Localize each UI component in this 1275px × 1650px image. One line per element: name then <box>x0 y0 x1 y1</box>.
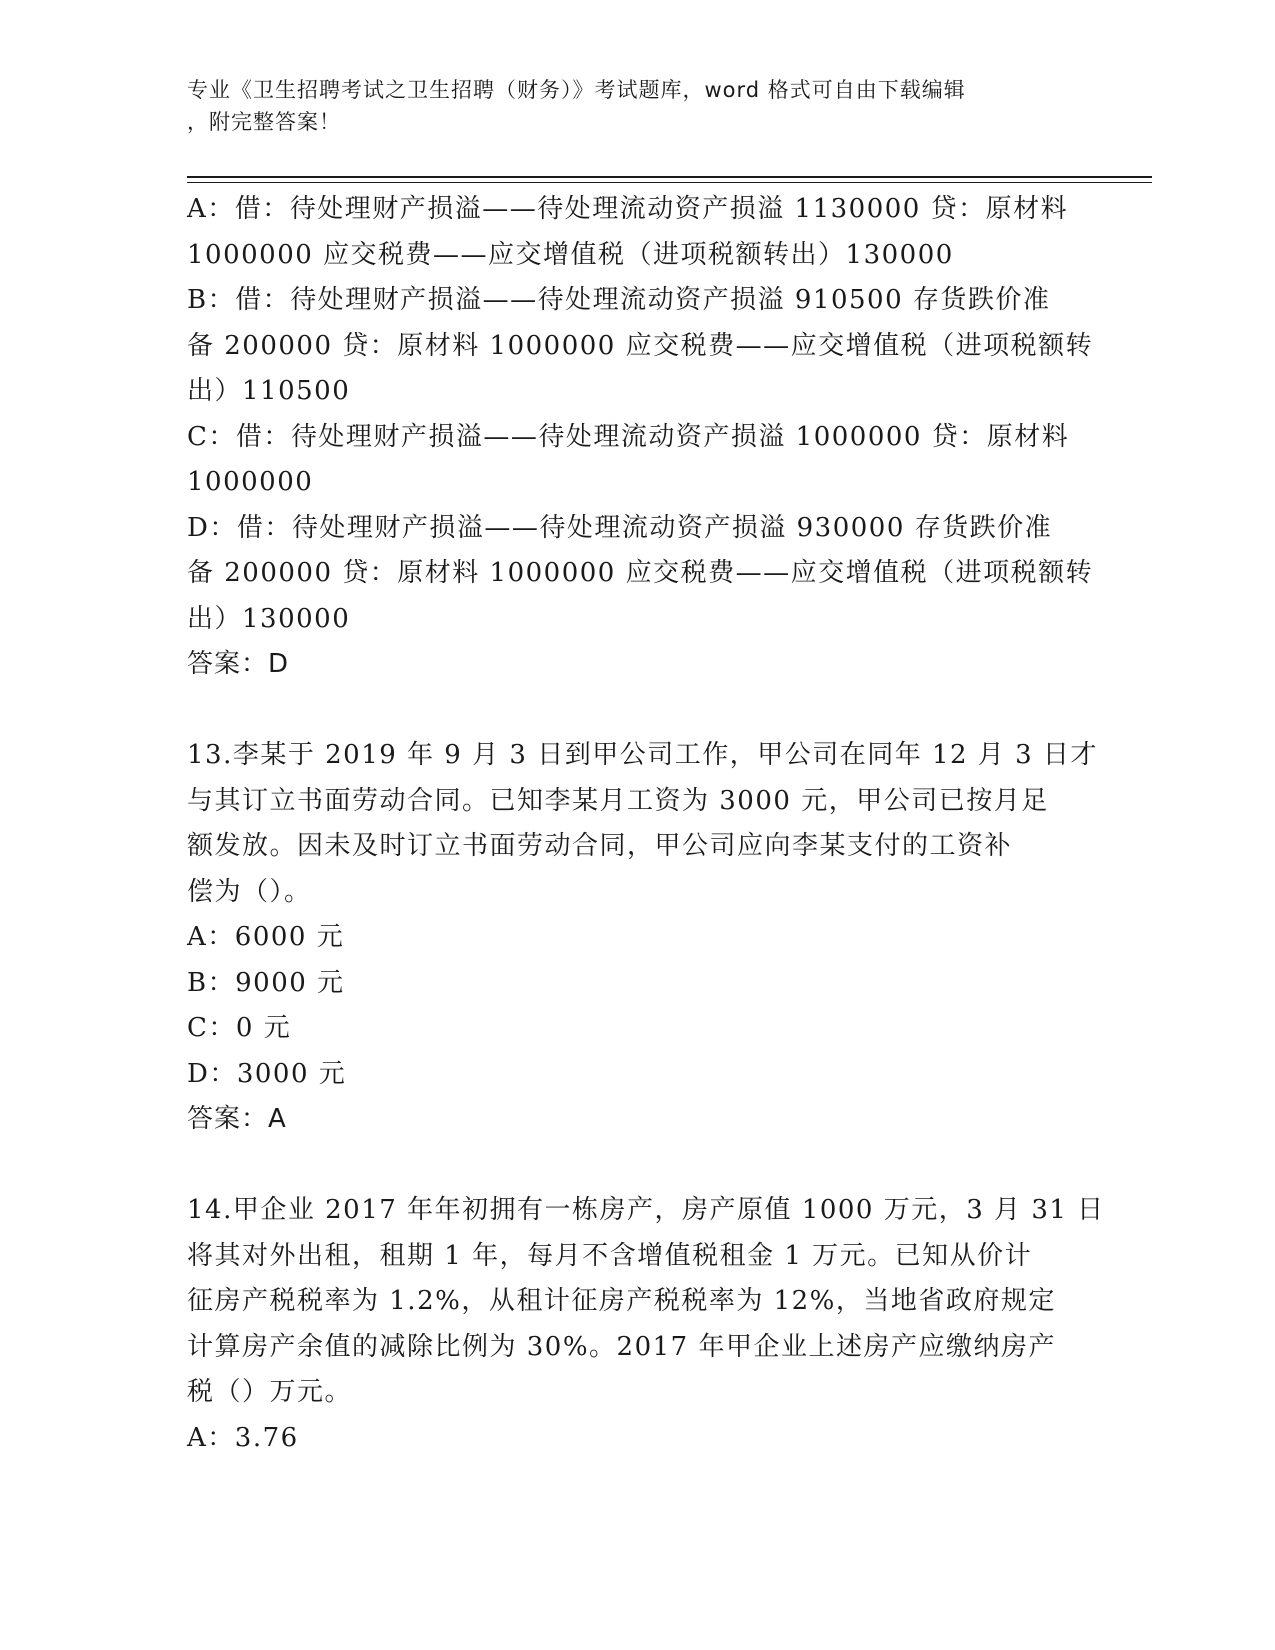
option-b <box>187 278 1094 415</box>
option-line: 出）110500 <box>187 376 351 406</box>
stem-line: 与其订立书面劳动合同。已知李某月工资为 3000 元，甲公司已按月足 <box>187 785 1049 816</box>
question-content <box>187 187 1105 1461</box>
stem-line: 征房产税税率为 1.2%，从租计征房产税税率为 12%，当地省政府规定 <box>187 1286 1056 1316</box>
option-a <box>187 187 1077 278</box>
option-d <box>187 506 1094 643</box>
stem-line: 偿为（）。 <box>187 876 312 907</box>
option-line: 1000000 应交税费——应交增值税（进项税额转出）130000 <box>187 239 954 270</box>
option-a: A：3.76 <box>187 1422 299 1453</box>
document-header <box>187 74 1087 138</box>
option-a: A：6000 元 <box>187 922 345 952</box>
header-divider-thin <box>187 182 1152 183</box>
stem-line: 将其对外出租，租期 1 年，每月不含增值税租金 1 万元。已知从价计 <box>187 1240 1033 1271</box>
answer-line: 答案：A <box>187 1104 287 1134</box>
option-d: D：3000 元 <box>187 1058 347 1089</box>
option-line: 备 200000 贷：原材料 1000000 应交税费——应交增值税（进项税额转 <box>187 558 1094 588</box>
header-line-2: ，附完整答案！ <box>187 110 341 134</box>
stem-line: 13.李某于 2019 年 9 月 3 日到甲公司工作，甲公司在同年 12 月 3 日才 <box>187 740 1098 770</box>
question-stem <box>187 733 1098 915</box>
option-c <box>187 415 1077 506</box>
stem-line: 税（）万元。 <box>187 1377 353 1407</box>
question-13 <box>187 733 1098 1143</box>
option-line: C：借：待处理财产损溢——待处理流动资产损溢 1000000 贷：原材料 <box>187 421 1070 452</box>
stem-line: 14.甲企业 2017 年年初拥有一栋房产，房产原值 1000 万元，3 月 31 日 <box>187 1195 1105 1225</box>
question-12 <box>187 187 1094 688</box>
stem-line: 额发放。因未及时订立书面劳动合同，甲公司应向李某支付的工资补 <box>187 831 1013 861</box>
option-line: D：借：待处理财产损溢——待处理流动资产损溢 930000 存货跌价准 <box>187 512 1053 543</box>
option-line: B：借：待处理财产损溢——待处理流动资产损溢 910500 存货跌价准 <box>187 285 1051 315</box>
option-b: B：9000 元 <box>187 967 345 998</box>
header-divider-thick <box>187 176 1152 178</box>
option-line: 出）130000 <box>187 603 351 634</box>
option-c: C：0 元 <box>187 1013 292 1043</box>
stem-line: 计算房产余值的减除比例为 30%。2017 年甲企业上述房产应缴纳房产 <box>187 1331 1056 1362</box>
spacer <box>187 688 1077 734</box>
header-line-1: 专业《卫生招聘考试之卫生招聘（财务）》考试题库，word 格式可自由下载编辑 <box>187 78 966 102</box>
answer-line: 答案：D <box>187 649 290 679</box>
question-14 <box>187 1188 1105 1461</box>
option-line: 备 200000 贷：原材料 1000000 应交税费——应交增值税（进项税额转 <box>187 330 1094 361</box>
option-line: 1000000 <box>187 467 314 497</box>
question-stem <box>187 1188 1105 1416</box>
spacer <box>187 1143 1077 1189</box>
option-line: A：借：待处理财产损溢——待处理流动资产损溢 1130000 贷：原材料 <box>187 194 1069 224</box>
